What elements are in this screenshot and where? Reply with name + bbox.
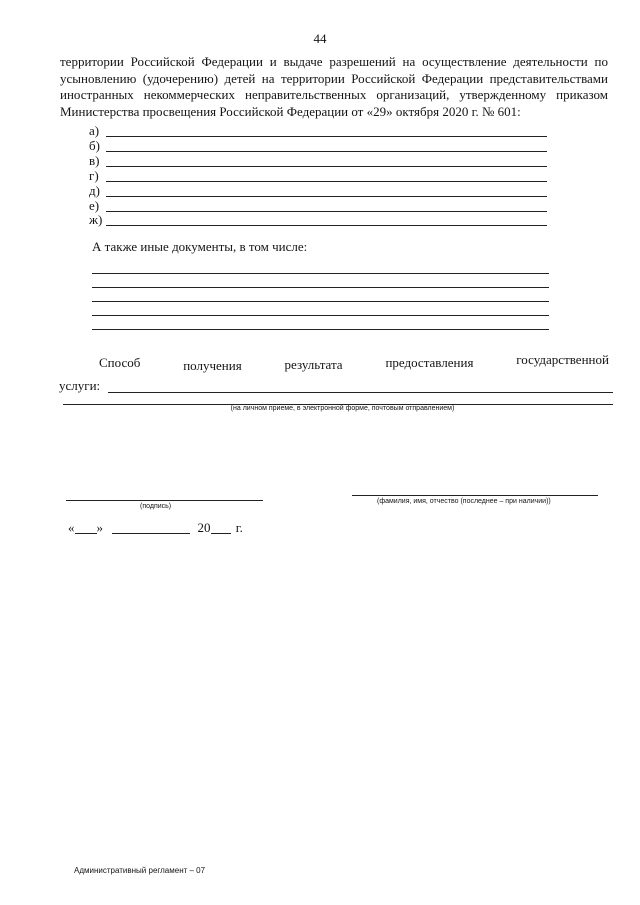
list-item-letter: б) [89,138,100,153]
list-item-letter: д) [89,183,100,198]
paragraph-line: иностранных некоммерческих неправительственных организаций, утвержденному приказом [60,87,608,102]
other-documents-line[interactable] [92,301,549,302]
paragraph-line: усыновлению (удочерению) детей на территории Российской Федерации представительствами [60,70,608,86]
fill-in-line[interactable] [106,225,547,226]
other-documents-line[interactable] [92,287,549,288]
fill-in-line[interactable] [106,151,547,152]
fill-in-line[interactable] [106,211,547,212]
year-suffix: г. [235,520,243,535]
heading-word: Способ [99,355,141,370]
service-label: услуги: [59,378,101,393]
fill-in-line[interactable] [106,196,547,197]
date-open-quote: « [68,520,75,535]
year-prefix: 20 [197,520,211,535]
signature-line[interactable] [66,500,263,501]
fill-in-line[interactable] [106,136,547,137]
list-item-letter: е) [89,198,100,213]
heading-word: результата [284,357,343,372]
other-documents-label: А также иные документы, в том числе: [92,239,308,254]
paragraph-line: Министерства просвещения Российской Федерации от «29» октября 2020 г. № 601: [60,103,521,119]
day-blank[interactable] [75,521,97,534]
heading-word: получения [183,358,242,373]
fill-in-line[interactable] [106,166,547,167]
service-method-line[interactable] [108,392,613,393]
other-documents-line[interactable] [92,315,549,316]
other-documents-line[interactable] [92,273,549,274]
list-item-letter: а) [89,123,100,138]
heading-word: государственной [516,352,609,367]
other-documents-line[interactable] [92,329,549,330]
date-close-quote: » [96,520,103,535]
result-method-heading [99,352,609,374]
paragraph-line: территории Российской Федерации и выдаче разрешений на осуществление деятельности по [60,54,608,69]
footer-note: Административный регламент – 07 [74,866,206,875]
fill-in-line[interactable] [106,181,547,182]
list-item-letter: в) [89,153,100,168]
list-item-letter: г) [89,168,99,183]
heading-word: предоставления [385,355,474,370]
intro-paragraph [60,54,608,120]
date-field [68,520,243,536]
full-name-line[interactable] [352,495,598,496]
service-method-caption: (на личном приеме, в электронной форме, почтовым отправлением) [230,405,455,412]
signature-caption: (подпись) [140,503,172,510]
year-blank[interactable] [211,521,231,534]
list-item-letter: ж) [89,212,103,227]
page-number: 44 [313,31,327,46]
month-blank[interactable] [112,521,190,534]
full-name-caption: (фамилия, имя, отчество (последнее – при наличии)) [377,498,551,505]
